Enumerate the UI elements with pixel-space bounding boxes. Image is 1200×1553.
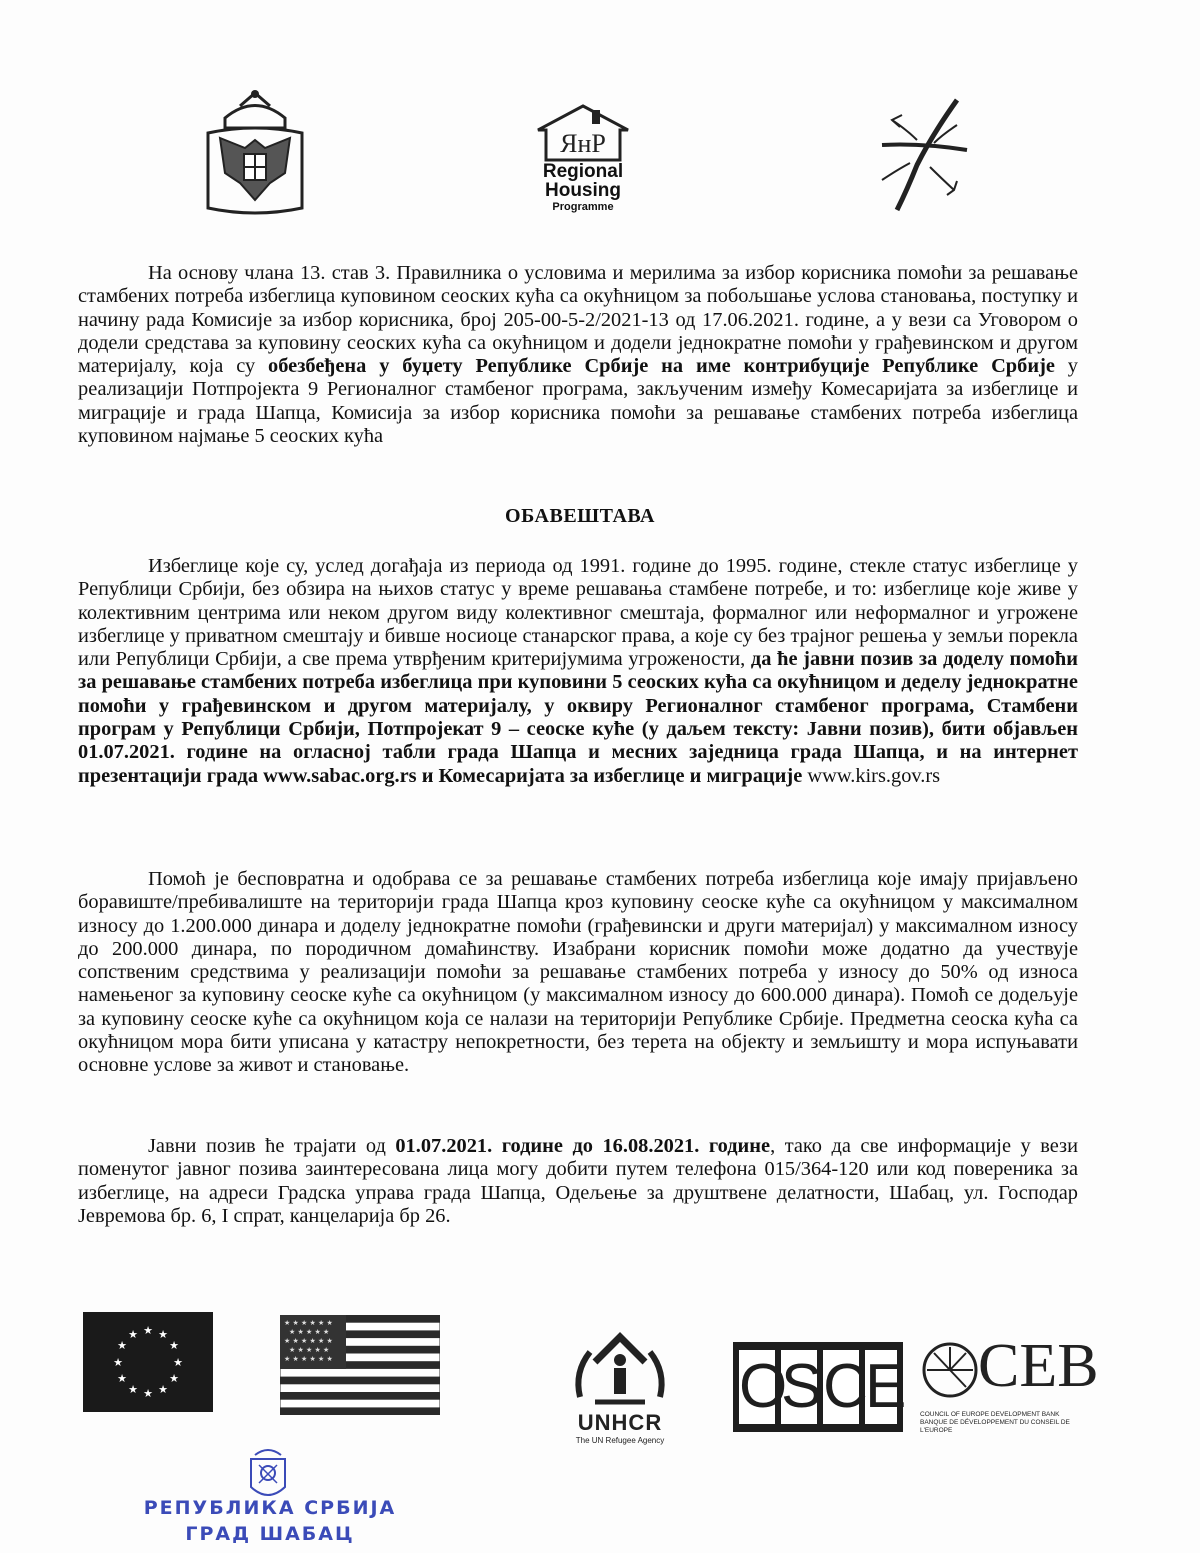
us-flag-logo: [280, 1315, 440, 1415]
osce-letter-o: O: [739, 1352, 788, 1421]
ceb-name: CEB: [978, 1332, 1099, 1400]
rhp-line3: Programme: [552, 201, 614, 213]
intro-paragraph: [78, 262, 1078, 448]
osce-letter-s: S: [781, 1352, 823, 1421]
section1-paragraph: [78, 555, 1078, 788]
intro-text: На основу члана 13. став 3. Правилника о условима и мерилима за избор корисника помоћи за решавање стамбених потреба избеглица куповином сеоских кућа са окућницом за побољшање услова становања, поступку и начину рада Комисије за избор корисника, број 205-00-5-2/2021-13 од 17.06.2021. године, а у вези са Уговором о додели средстава за куповину сеоских кућа са окућницом и додели једнократне помоћи у грађевинском и другом материјалу, која су: [78, 262, 1078, 378]
osce-letter-e: E: [865, 1352, 907, 1421]
section3-start: Јавни позив ће трајати од: [148, 1135, 396, 1157]
svg-text:★ ★ ★ ★ ★ ★: ★ ★ ★ ★ ★ ★: [284, 1337, 333, 1345]
svg-text:★: ★: [117, 1339, 127, 1352]
section1-end: www.kirs.gov.rs: [802, 764, 941, 787]
stamp-line2: ГРАД ШАБАЦ: [185, 1523, 355, 1545]
svg-text:★: ★: [117, 1372, 127, 1385]
eu-flag-logo: [83, 1312, 213, 1412]
svg-text:★ ★ ★ ★ ★: ★ ★ ★ ★ ★: [289, 1346, 330, 1354]
stamp-line1: РЕПУБЛИКА СРБИЈА: [143, 1497, 397, 1519]
svg-text:★: ★: [128, 1383, 138, 1396]
svg-text:★: ★: [143, 1387, 153, 1400]
intro-end: у реализацији Потпројекта 9 Регионалног стамбеног програма, закљученим између Комесаријата за избеглице и миграције и града Шапца, Комисија за избор корисника помоћи за решавање стамбених потреба избеглица куповином најмање 5 сеоских кућа: [78, 355, 1079, 448]
ceb-line1: COUNCIL OF EUROPE DEVELOPMENT BANK: [920, 1411, 1060, 1418]
section3-bold: 01.07.2021. године до 16.08.2021. године: [395, 1135, 771, 1157]
svg-text:★: ★: [169, 1339, 179, 1352]
osce-letter-c: C: [823, 1352, 868, 1421]
svg-text:★: ★: [113, 1356, 123, 1369]
sabac-stamp: [140, 1495, 400, 1547]
svg-text:★: ★: [158, 1383, 168, 1396]
svg-text:★ ★ ★ ★ ★ ★: ★ ★ ★ ★ ★ ★: [284, 1355, 333, 1363]
unhcr-logo: [560, 1322, 680, 1445]
document-title: ОБАВЕШТАВА: [505, 505, 655, 527]
osce-logo: [733, 1342, 907, 1432]
section2-paragraph: [78, 868, 1078, 1078]
unhcr-name: UNHCR: [577, 1410, 663, 1435]
svg-text:ЯнP: ЯнP: [560, 129, 606, 158]
section3-paragraph: [78, 1135, 1078, 1228]
svg-text:★: ★: [173, 1356, 183, 1369]
serbia-coat-of-arms-logo: [200, 88, 310, 218]
rhp-logo: [528, 102, 638, 213]
rhp-line1: Regional: [542, 161, 624, 182]
rhp-line2: Housing: [545, 180, 621, 201]
svg-text:★: ★: [169, 1372, 179, 1385]
svg-text:★: ★: [128, 1328, 138, 1341]
commissariat-refugees-logo: [862, 95, 982, 215]
svg-text:★ ★ ★ ★ ★: ★ ★ ★ ★ ★: [289, 1328, 330, 1336]
section3-end: , тако да све информације у вези поменутог јавног позива заинтересована лица могу добити путем телефона 015/364-120 или код повереника за избеглице, на адреси Градска управа града Шапца, Одељење за друштвене делатности, Шабац, ул. Господар Јевремова бр. 6, I спрат, канцеларија бр 26.: [78, 1135, 1079, 1227]
section2-text: Помоћ је бесповратна и одобрава се за решавање стамбених потреба избеглица које имају пријављено боравиште/пребивалиште на територији града Шапца кроз куповину сеоске куће са окућницом у максималном износу до 1.200.000 динара и доделу једнократне помоћи (грађевински и други материјал) у максималном износу до 200.000 динара, по породичном домаћинству. Изабрани корисник помоћи може додатно да учествује сопственим средствима у реализацији помоћи за решавање стамбених потреба у износу до 50% од износа намењеног за куповину сеоске куће са окућницом (у максималном износу до 600.000 динара). Помоћ се додељује за куповину сеоске куће са окућницом која се налази на територији Републике Србије. Предметна сеоска кућа са окућницом мора бити уписана у катастру непокретности, без терета на објекту и земљишту и мора испуњавати основне услове за живот и становање.: [78, 868, 1078, 1077]
svg-text:★ ★ ★ ★ ★ ★: ★ ★ ★ ★ ★ ★: [284, 1319, 333, 1327]
section1-text: Избеглице које су, услед догађаја из периода од 1991. године до 1995. године, стекле статус избеглице у Републици Србији, без обзира на њихов статус у време решавања стамбене потребе, и то: избеглице које живе у колективним центрима или неком другом виду колективног смештаја, формалног или неформалног и угрожене избеглице у приватном смештају и бивше носиоце станарског права, а које су без трајног решења у земљи порекла или Републици Србији, а све према утврђеним критеријумима угрожености,: [78, 555, 1078, 671]
ceb-line2: BANQUE DE DÉVELOPPEMENT DU CONSEIL DE L'EUROPE: [920, 1419, 1070, 1434]
svg-text:★: ★: [143, 1324, 153, 1337]
section1-bold: да ће јавни позив за доделу помоћи за решавање стамбених потреба избеглица при куповини 5 сеоских кућа са окућницом и деделу једнократне помоћи у грађевинском и другом материјалу, у оквиру Регионалног стамбеног програма, Стамбени програм у Републици Србији, Потпројекат 9 – сеоске куће (у даљем тексту: Јавни позив), бити објављен 01.07.2021. године на огласној табли града Шапца и месних заједница града Шапца, и на интернет презентацији града www.sabac.org.rs и Комесаријата за избеглице и миграције: [78, 648, 1079, 787]
svg-text:★: ★: [158, 1328, 168, 1341]
unhcr-tagline: The UN Refugee Agency: [575, 1436, 665, 1445]
intro-bold: обезбеђена у буџету Републике Србије на име контрибуције Републике Србије: [268, 355, 1055, 378]
